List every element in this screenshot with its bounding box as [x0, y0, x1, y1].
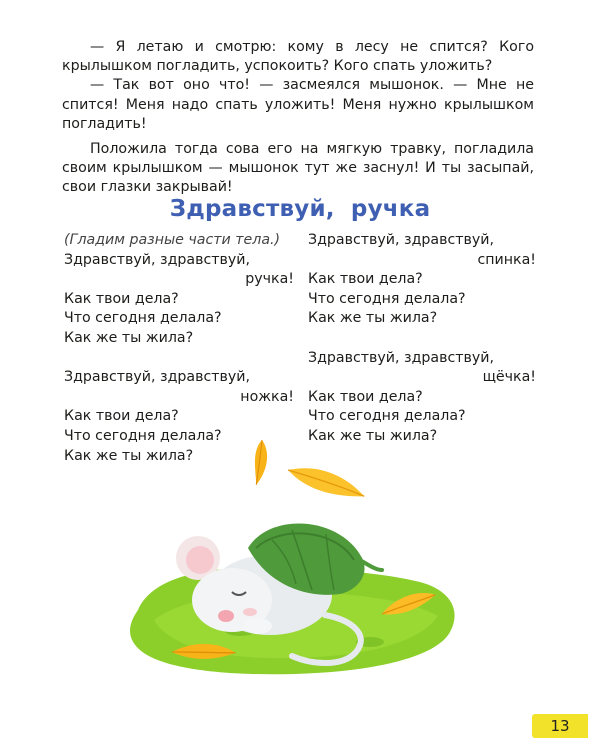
- poem-part-hand: ручка!: [245, 271, 294, 288]
- poem-line: Что сегодня делала?: [64, 310, 222, 327]
- story-text: [62, 38, 534, 198]
- poem-title: Здравствуй, ручка: [169, 196, 431, 222]
- poem-part-cheek: щёчка!: [482, 369, 536, 386]
- poem-line: Что сегодня делала?: [308, 290, 466, 307]
- poem-greeting: Здравствуй, здравствуй,: [308, 232, 494, 248]
- poem-greeting: Здравствуй, здравствуй,: [308, 349, 494, 366]
- poem-line: Как же ты жила?: [64, 447, 194, 464]
- poem-greeting: Здравствуй, здравствуй,: [64, 369, 250, 386]
- story-paragraph-2: — Так вот оно что! — засмеялся мышонок. — Мне не спится! Меня надо спать уложить! Меня нужно крылышком погладить!: [62, 77, 534, 132]
- poem-line: Как же ты жила?: [308, 427, 438, 444]
- falling-leaf-icon: [288, 445, 364, 520]
- poem-line: Что сегодня делала?: [308, 408, 466, 425]
- poem-part-leg: ножка!: [240, 388, 294, 405]
- poem-line: Как твои дела?: [64, 408, 179, 425]
- page-number: 13: [532, 714, 588, 738]
- falling-leaf-icon: [245, 439, 274, 485]
- story-paragraph-3: Положила тогда сова его на мягкую травку, погладила своим крылышком — мышонок тут же заснул! И ты засыпай, свои глазки закрывай!: [62, 141, 534, 196]
- poem-line: Как же ты жила?: [308, 310, 438, 327]
- poem-line: Как же ты жила?: [64, 329, 194, 346]
- poem-instruction: (Гладим разные части тела.): [64, 232, 281, 248]
- story-paragraph-1: — Я летаю и смотрю: кому в лесу не спится? Кого крылышком погладить, успокоить? Кого спать уложить?: [62, 39, 534, 75]
- poem-line: Как твои дела?: [308, 388, 423, 405]
- poem-line: Как твои дела?: [308, 271, 423, 288]
- poem-part-back: спинка!: [477, 251, 536, 268]
- sleeping-mouse-illustration: [120, 420, 470, 720]
- poem-greeting: Здравствуй, здравствуй,: [64, 251, 250, 268]
- poem-line: Что сегодня делала?: [64, 427, 222, 444]
- poem-right-column: [308, 231, 536, 447]
- poem-line: Как твои дела?: [64, 290, 179, 307]
- mouse-nose: [218, 610, 234, 622]
